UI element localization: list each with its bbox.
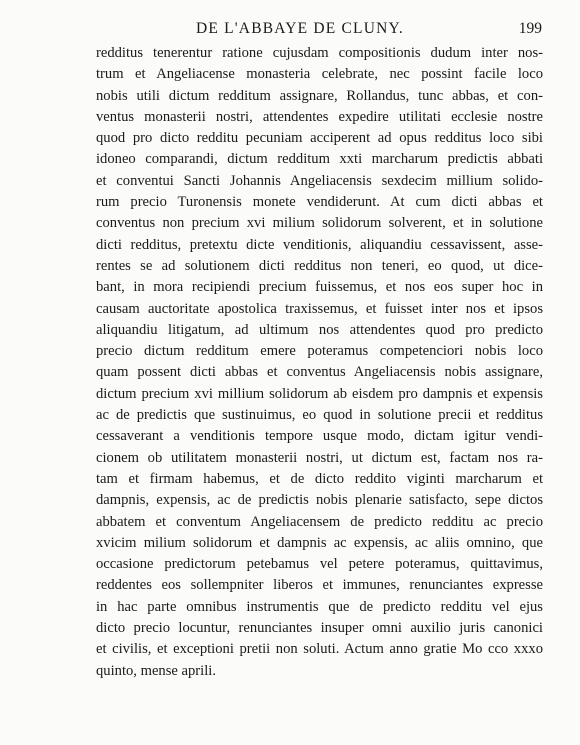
text-line: in hac parte omnibus instrumentis que de predicto redditu vel ejus — [96, 598, 543, 615]
text-line: nobis utili dictum redditum assignare, Rollandus, tunc abbas, et con- — [96, 87, 543, 104]
body-text — [96, 43, 543, 682]
text-line: xvicim milium solidorum et dampnis ac expensis, ac aliis omnino, que — [96, 534, 543, 551]
text-line: precio dictum redditum emere poteramus competenciori nobis loco — [96, 343, 543, 360]
text-line: reddentes eos sollempniter liberos et immunes, renunciantes expresse — [96, 577, 543, 594]
text-line: dictum precium xvi millium solidorum ab eisdem pro dampnis et expensis — [96, 385, 543, 402]
text-line: ventus monasterii nostri, attendentes expedire utilitati ecclesie nostre — [96, 108, 543, 125]
text-line: bant, in mora recipiendi precium fuissemus, et nos eos super hoc in — [96, 279, 543, 296]
text-line: redditus tenerentur ratione cujusdam compositionis dudum inter nos- — [96, 45, 543, 61]
text-line: dicti redditus, pretextu dicte venditionis, aliquandiu cessavissent, asse- — [96, 236, 543, 253]
text-line: quinto, mense aprili. — [96, 662, 216, 679]
page-header — [96, 20, 542, 42]
text-line: occasione predictorum petebamus vel petere poteramus, quittavimus, — [96, 556, 543, 573]
text-line: cionem ob utilitatem monasterii nostri, ut dictum est, factam nos ra- — [96, 449, 543, 466]
page-number: 199 — [518, 20, 542, 37]
text-line: dampnis, expensis, ac de predictis nobis plenarie satisfacto, sepe dictos — [96, 492, 543, 509]
text-line: quod pro dicto redditu pecuniam acciperent ad opus redditus loco sibi — [96, 130, 543, 147]
running-title: DE L'ABBAYE DE CLUNY. — [196, 20, 404, 37]
text-line: et civilis, et exceptioni pretii non soluti. Actum anno gratie Mo cco xxxo — [96, 641, 543, 658]
text-line: abbatem et conventum Angeliacensem de predicto redditu ac precio — [96, 513, 543, 530]
text-line: idoneo comparandi, dictum redditum xxti marcharum predictis abbati — [96, 151, 543, 168]
text-line: rum precio Turonensis monete vendiderunt. At cum dicti abbas et — [96, 194, 543, 211]
text-line: aliquandiu litigatum, ad ultimum nos attendentes quod pro predicto — [96, 321, 543, 338]
text-line: rentes se ad solutionem dicti redditus non teneri, eo quod, ut dice- — [96, 257, 543, 274]
text-line: ac de predictis que sustinuimus, eo quod in solutione precii et redditus — [96, 407, 543, 424]
text-line: causam auctoritate apostolica traxissemus, et fuisset inter nos et ipsos — [96, 300, 543, 317]
text-line: tam et firmam habemus, et de dicto reddito viginti marcharum et — [96, 470, 543, 487]
text-line: trum et Angeliacense monasteria celebrate, nec possint facile loco — [96, 66, 543, 83]
text-line: quam possent dicti abbas et conventus Angeliacensis nobis assignare, — [96, 364, 543, 381]
text-line: conventus non precium xvi milium solidorum solverent, et in solutione — [96, 215, 543, 232]
text-line: cessaverant a venditionis tempore usque modo, dictam igitur vendi- — [96, 428, 543, 445]
text-line: dicto precio locuntur, renunciantes insuper omni auxilio juris canonici — [96, 620, 543, 637]
text-line: et conventui Sancti Johannis Angeliacensis sexdecim millium solido- — [96, 172, 543, 189]
